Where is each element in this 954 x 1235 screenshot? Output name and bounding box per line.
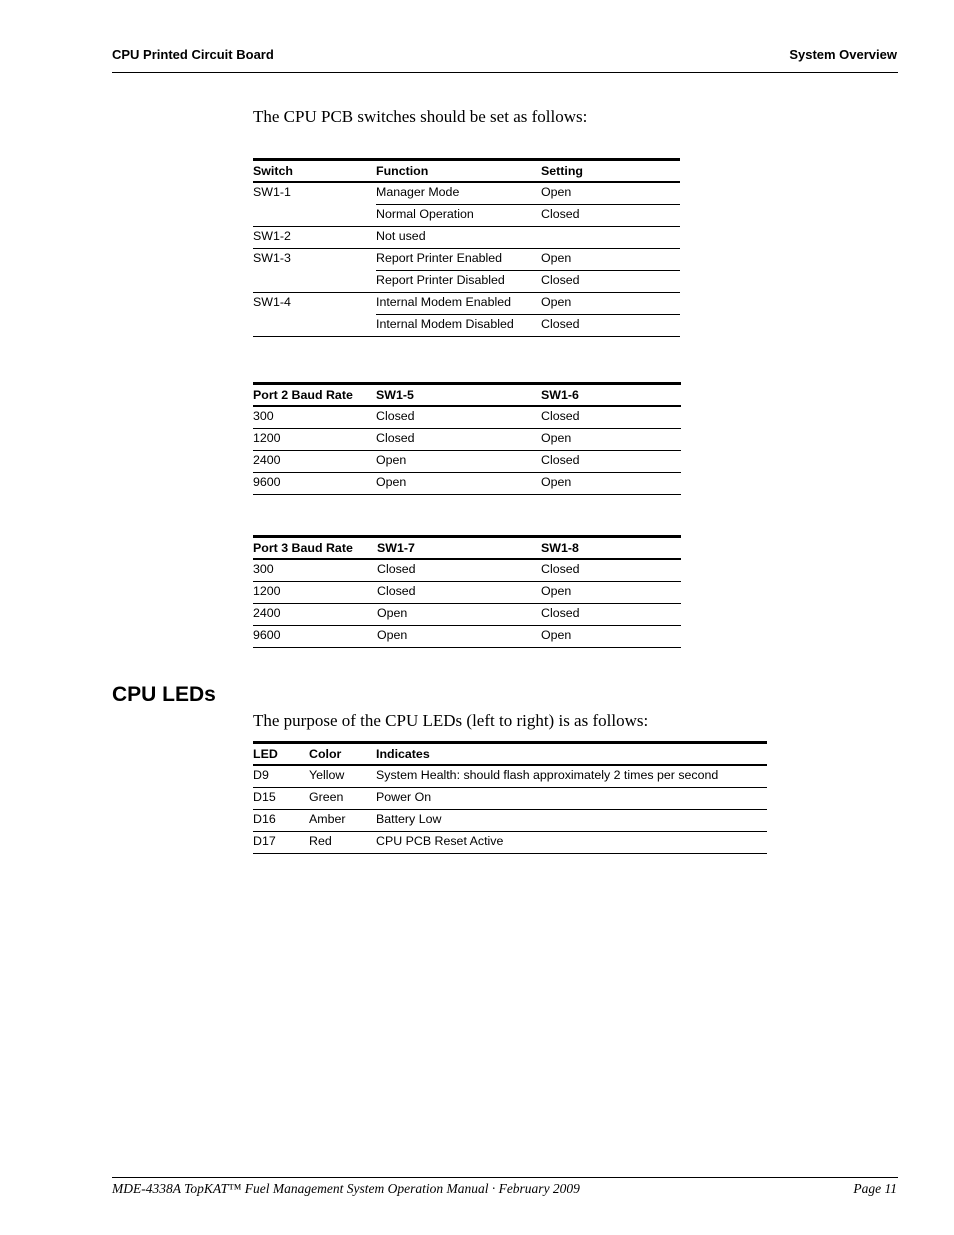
table-row bbox=[253, 809, 767, 831]
table-cell: 9600 bbox=[253, 472, 376, 494]
setting-cell: Closed bbox=[541, 204, 680, 226]
table-cell: Closed bbox=[541, 450, 681, 472]
indicates-cell: Power On bbox=[376, 787, 767, 809]
table-cell: Open bbox=[376, 472, 541, 494]
table-row bbox=[253, 406, 681, 428]
column-header: LED bbox=[253, 743, 309, 766]
table-cell: 2400 bbox=[253, 603, 377, 625]
footer-rule bbox=[112, 1177, 898, 1178]
column-header: Indicates bbox=[376, 743, 767, 766]
switch-intro-text: The CPU PCB switches should be set as follows: bbox=[253, 107, 588, 126]
leds-intro-text: The purpose of the CPU LEDs (left to right) is as follows: bbox=[253, 711, 649, 730]
table-cell: Open bbox=[377, 625, 541, 647]
led-cell: D17 bbox=[253, 831, 309, 853]
table-row bbox=[253, 270, 680, 292]
table-row bbox=[253, 625, 681, 647]
color-cell: Yellow bbox=[309, 765, 376, 787]
table-cell: 1200 bbox=[253, 428, 376, 450]
indicates-cell: System Health: should flash approximately 2 times per second bbox=[376, 765, 767, 787]
table-row bbox=[253, 831, 767, 853]
table-row bbox=[253, 204, 680, 226]
column-header: Switch bbox=[253, 160, 376, 183]
table-cell: Closed bbox=[377, 559, 541, 581]
table-row bbox=[253, 428, 681, 450]
setting-cell: Open bbox=[541, 292, 680, 314]
setting-cell: Open bbox=[541, 182, 680, 204]
table-cell: 300 bbox=[253, 406, 376, 428]
indicates-cell: CPU PCB Reset Active bbox=[376, 831, 767, 853]
column-header: SW1-8 bbox=[541, 537, 681, 560]
page-number: Page 11 bbox=[853, 1181, 897, 1196]
table-cell: Open bbox=[376, 450, 541, 472]
table-cell: Closed bbox=[377, 581, 541, 603]
table-cell: Open bbox=[377, 603, 541, 625]
setting-cell: Open bbox=[541, 248, 680, 270]
column-header: SW1-7 bbox=[377, 537, 541, 560]
table-row bbox=[253, 472, 681, 494]
cpu-leds-table bbox=[253, 741, 767, 854]
table-cell: Open bbox=[541, 472, 681, 494]
table-row bbox=[253, 581, 681, 603]
column-header: Function bbox=[376, 160, 541, 183]
column-header: Color bbox=[309, 743, 376, 766]
function-cell: Internal Modem Disabled bbox=[376, 314, 541, 336]
switch-cell bbox=[253, 204, 376, 226]
table-cell: 2400 bbox=[253, 450, 376, 472]
led-cell: D15 bbox=[253, 787, 309, 809]
section-heading: CPU LEDs bbox=[112, 683, 216, 706]
table-header-row bbox=[253, 384, 681, 407]
table-row bbox=[253, 226, 680, 248]
switch-cell: SW1-2 bbox=[253, 226, 376, 248]
running-header-right: System Overview bbox=[789, 47, 897, 62]
running-footer-left: MDE-4338A TopKAT™ Fuel Management System Operation Manual · February 2009 bbox=[112, 1181, 580, 1196]
table-cell: 1200 bbox=[253, 581, 377, 603]
table-cell: Closed bbox=[541, 603, 681, 625]
switch-cell bbox=[253, 270, 376, 292]
color-cell: Green bbox=[309, 787, 376, 809]
port2-baud-table bbox=[253, 382, 681, 495]
table-row bbox=[253, 314, 680, 336]
column-header: Setting bbox=[541, 160, 680, 183]
function-cell: Normal Operation bbox=[376, 204, 541, 226]
column-header: SW1-5 bbox=[376, 384, 541, 407]
running-header-left: CPU Printed Circuit Board bbox=[112, 47, 274, 62]
color-cell: Amber bbox=[309, 809, 376, 831]
table-cell: Open bbox=[541, 428, 681, 450]
table-cell: Closed bbox=[541, 406, 681, 428]
table-cell: Closed bbox=[376, 428, 541, 450]
switch-settings-table bbox=[253, 158, 680, 337]
function-cell: Manager Mode bbox=[376, 182, 541, 204]
function-cell: Report Printer Disabled bbox=[376, 270, 541, 292]
table-row bbox=[253, 603, 681, 625]
setting-cell bbox=[541, 226, 680, 248]
header-rule bbox=[112, 72, 898, 73]
table-row bbox=[253, 248, 680, 270]
table-header-row bbox=[253, 743, 767, 766]
led-cell: D16 bbox=[253, 809, 309, 831]
table-cell: Open bbox=[541, 625, 681, 647]
table-row bbox=[253, 292, 680, 314]
function-cell: Not used bbox=[376, 226, 541, 248]
table-row bbox=[253, 450, 681, 472]
table-row bbox=[253, 787, 767, 809]
table-row bbox=[253, 765, 767, 787]
setting-cell: Closed bbox=[541, 270, 680, 292]
function-cell: Internal Modem Enabled bbox=[376, 292, 541, 314]
column-header: Port 3 Baud Rate bbox=[253, 537, 377, 560]
table-cell: Closed bbox=[541, 559, 681, 581]
table-header-row bbox=[253, 160, 680, 183]
table-header-row bbox=[253, 537, 681, 560]
switch-cell bbox=[253, 314, 376, 336]
switch-cell: SW1-3 bbox=[253, 250, 291, 265]
color-cell: Red bbox=[309, 831, 376, 853]
table-cell: Closed bbox=[376, 406, 541, 428]
function-cell: Report Printer Enabled bbox=[376, 248, 541, 270]
column-header: Port 2 Baud Rate bbox=[253, 384, 376, 407]
port3-baud-table bbox=[253, 535, 681, 648]
table-cell: 9600 bbox=[253, 625, 377, 647]
indicates-cell: Battery Low bbox=[376, 809, 767, 831]
column-header: SW1-6 bbox=[541, 384, 681, 407]
table-cell: Open bbox=[541, 581, 681, 603]
switch-cell: SW1-4 bbox=[253, 294, 291, 309]
table-row bbox=[253, 559, 681, 581]
setting-cell: Closed bbox=[541, 314, 680, 336]
table-row bbox=[253, 182, 680, 204]
switch-cell: SW1-1 bbox=[253, 185, 291, 199]
led-cell: D9 bbox=[253, 765, 309, 787]
table-cell: 300 bbox=[253, 559, 377, 581]
